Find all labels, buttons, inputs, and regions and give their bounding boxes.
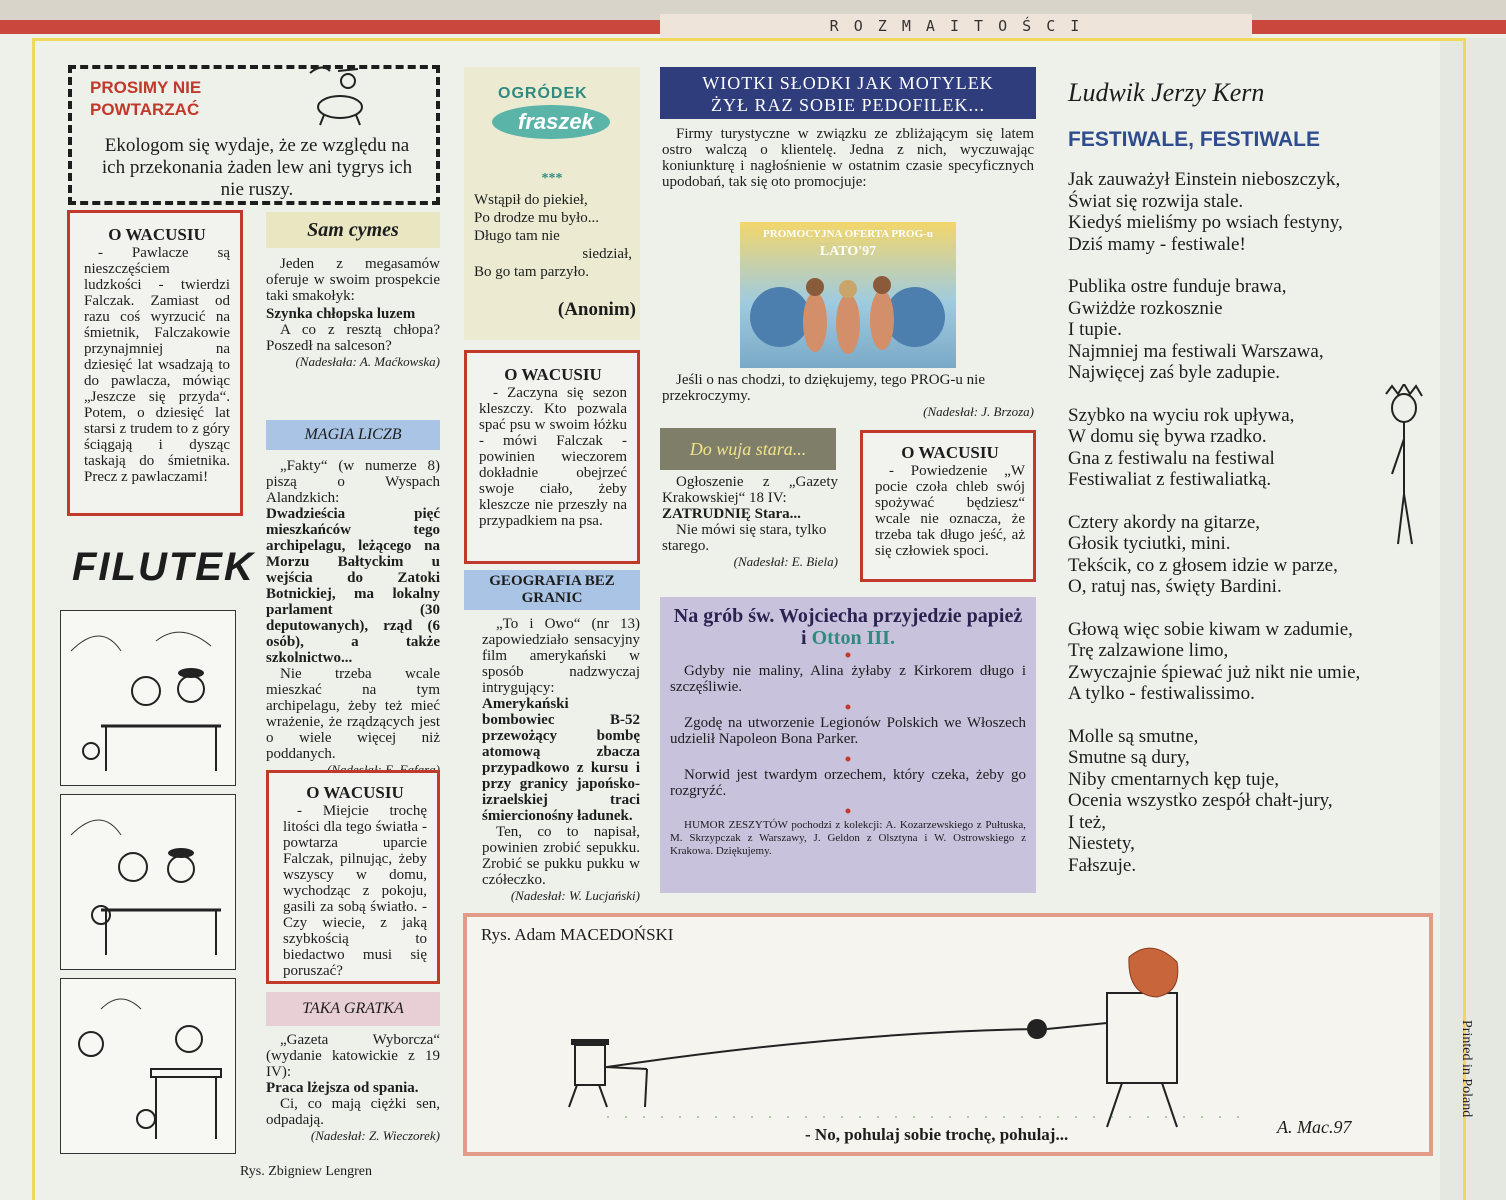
geografia-band: GEOGRAFIA BEZ GRANIC — [464, 570, 640, 610]
wacusiu-text-3: - Zaczyna się sezon kleszczy. Kto pozwala spać psu w swoim łóżku - mówi Falczak - powinien wieczorem dokładnie obejrzeć swoje ciało, żeby kleszcze nie przeszły na przypadkiem na psa. — [479, 385, 627, 529]
wacusiu-text-4: - Powiedzenie „W pocie czoła chleb swój spożywać będziesz“ wcale nie oznacza, że trzeba tak długo jeść, aż się człowiek spoci. — [875, 463, 1025, 559]
wacusiu-title-3: O WACUSIU — [504, 365, 602, 384]
kern-stanza-3: Szybko na wyciu rok upływa, W domu się bywa rzadko. Gna z festiwalu na festiwal Festiwaliat z festiwaliatką. — [1068, 404, 1295, 490]
sam-cymes-band: Sam cymes — [266, 212, 440, 248]
kern-stanza-2: Publika ostre funduje brawa, Gwiżdże rozkosznie I tupie. Najmniej ma festiwali Warszawa, Najwięcej zaś byle zadupie. — [1068, 276, 1324, 383]
wacusiu-text-2: - Miejcie trochę litości dla tego światła - powtarza uparcie Falczak, pilnując, żeby wszyscy w domu, wychodząc z pokoju, gasili za sobą światło. - Czy wiecie, z jaką szybkością to biedactwo musi się poruszać? — [283, 803, 427, 979]
magia-band: MAGIA LICZB — [266, 420, 440, 450]
macedonski-signature: A. Mac.97 — [1277, 1117, 1352, 1137]
cartoon-panel-1 — [60, 610, 236, 786]
grob-title-otton: Otton III. — [811, 627, 895, 649]
motylek-title-line1: WIOTKI SŁODKI JAK MOTYLEK — [702, 73, 994, 93]
wuja-text: Ogłoszenie z „Gazety Krakowskiej“ 18 IV: — [662, 474, 838, 506]
motylek-text2: Jeśli o nas chodzi, to dziękujemy, tego PROG-u nie przekroczymy. — [662, 372, 985, 404]
wuja-credit: (Nadesłał: E. Biela) — [733, 554, 838, 569]
gratka-band: TAKA GRATKA — [266, 992, 440, 1026]
ogrodek-line-1: Wstąpił do piekieł, — [474, 192, 588, 208]
motylek-title-line2: ŻYŁ RAZ SOBIE PEDOFILEK... — [711, 95, 985, 115]
kern-stanza-6: Molle są smutne, Smutne są dury, Niby cmentarnych kęp tuje, Ocenia wszystko zespół chałt-jury, I też, Niestety, Fałszuje. — [1068, 725, 1333, 876]
prog-ad-line1: PROMOCYJNA OFERTA PROG-u — [763, 228, 933, 240]
wuja-band: Do wuja stara... — [660, 428, 836, 470]
ogrodek-line-3: Długo tam nie — [474, 228, 560, 244]
macedonski-credit: Rys. Adam MACEDOŃSKI — [481, 925, 674, 944]
prosimy-box — [68, 65, 440, 205]
ogrodek-logo-top: OGRÓDEK — [498, 85, 588, 102]
grob-bullet-2: • — [843, 700, 853, 716]
ogrodek-poem — [474, 191, 632, 281]
wacusiu-text-1: - Pawlacze są nieszczęściem ludzkości - twierdzi Falczak. Zamiast od razu coś wyrzucić na śmietnik, Falczakowie przynajmniej na dziesięć lat wsadzają to do pawlacza, mówiąc „Jeszcze się przyda“. Potem, o dziesięć lat starsi z trudem to z góry ściągają i dysząc taskają do śmietnika. Precz z pawlaczami! — [84, 245, 230, 485]
prog-ad-photo — [740, 222, 956, 368]
wacusiu-box-4 — [860, 430, 1036, 582]
magia-text2: Nie trzeba wcale mieszkać na tym archipelagu, żeby też mieć wrażenie, że rządzących jest o wiele więcej niż poddanych. — [266, 666, 440, 762]
grob-title — [670, 605, 1026, 649]
gratka-credit: (Nadesłał: Z. Wieczorek) — [310, 1128, 440, 1143]
geografia-credit: (Nadesłał: W. Lucjański) — [510, 888, 640, 903]
kern-author: Ludwik Jerzy Kern — [1068, 78, 1265, 107]
bench-cartoon-3-icon — [61, 979, 235, 1153]
prosimy-title-line1: PROSIMY NIE — [90, 78, 202, 97]
sam-cymes-text: Jeden z megasamów oferuje w swoim prospekcie taki smakołyk: — [266, 256, 440, 304]
ogrodek-line-5: Bo go tam parzyło. — [474, 264, 589, 280]
geografia-block — [482, 616, 640, 904]
filutek-logo: FILUTEK — [72, 545, 255, 589]
gratka-text: „Gazeta Wyborcza“ (wydanie katowickie z 19 IV): — [266, 1032, 440, 1080]
ogrodek-line-4: siedział, — [582, 246, 632, 262]
geografia-bold: Amerykański bombowiec B-52 przewożący bombę atomową zbacza przypadkowo z kursu i przy granicy japońsko-izraelskiej traci śmiercionośny ładunek. — [482, 696, 640, 824]
magia-bold: Dwadzieścia pięć mieszkańców tego archipelagu, leżącego na Morzu Bałtyckim u wejścia do Zatoki Botnickiej, ma lokalny parlament (30 deputowanych), rząd (6 osób), a także szkolnictwo... — [266, 506, 440, 666]
ogrodek-box — [464, 67, 640, 340]
geografia-text2: Ten, co to napisał, powinien zrobić sepukku. Zrobić se pukku pukku w czółeczko. — [482, 824, 640, 888]
macedonski-caption: - No, pohulaj sobie trochę, pohulaj... — [805, 1125, 1069, 1144]
lengren-credit: Rys. Zbigniew Lengren — [240, 1164, 373, 1179]
ogrodek-stars: *** — [541, 171, 563, 186]
sam-cymes-bold: Szynka chłopska luzem — [266, 306, 416, 322]
running-head: R O Z M A I T O Ś C I — [660, 14, 1252, 40]
grob-box — [660, 597, 1036, 893]
children-globes-icon — [740, 262, 956, 368]
magia-text: „Fakty“ (w numerze 8) piszą o Wyspach Alandzkich: — [266, 458, 440, 506]
kern-title: FESTIWALE, FESTIWALE — [1068, 128, 1320, 151]
prosimy-title-line2: POWTARZAĆ — [90, 100, 200, 119]
prog-ad-line2: LATO'97 — [819, 244, 877, 259]
gratka-bold: Praca lżejsza od spania. — [266, 1080, 419, 1096]
grob-footer: HUMOR ZESZYTÓW pochodzi z kolekcji: A. Kozarzewskiego z Pułtuska, M. Skrzypczak z Warszawy, J. Geldon z Olsztyna i W. Ostrowskiego z Krakowa. Dziękujemy. — [670, 819, 1026, 857]
wacusiu-box-2 — [266, 770, 440, 984]
cowboy-on-horse-icon — [300, 59, 380, 129]
wacusiu-box-1 — [67, 210, 243, 516]
wuja-block — [662, 474, 838, 570]
printed-in-poland: Printed in Poland — [1459, 1020, 1474, 1118]
grob-item-1: Gdyby nie maliny, Alina żyłaby z Kirkorem długo i szczęśliwie. — [670, 663, 1026, 695]
gratka-text2: Ci, co mają ciężki sen, odpadają. — [266, 1096, 440, 1128]
cartoon-panel-2 — [60, 794, 236, 970]
printed-in-poland-wrap — [1456, 1020, 1476, 1150]
wuja-bold: ZATRUDNIĘ Stara... — [662, 506, 801, 522]
sam-cymes-credit: (Nadesłała: A. Maćkowska) — [295, 354, 440, 369]
wacusiu-title-4: O WACUSIU — [901, 443, 999, 462]
grob-bullet-4: • — [843, 804, 853, 820]
grob-title-main: Na grób św. Wojciecha przyjedzie papież i — [673, 605, 1023, 649]
motylek-band — [660, 67, 1036, 119]
motylek-credit: (Nadesłał: J. Brzoza) — [923, 404, 1034, 419]
wacusiu-box-3 — [464, 350, 640, 564]
bench-cartoon-1-icon — [61, 611, 235, 785]
wuja-text2: Nie mówi się stara, tylko starego. — [662, 522, 827, 554]
cartoon-panel-3 — [60, 978, 236, 1154]
ogrodek-logo-bottom: fraszek — [518, 109, 594, 134]
prosimy-title — [90, 77, 201, 121]
kern-stanza-1: Jak zauważył Einstein nieboszczyk, Świat się rozwija stale. Kiedyś mieliśmy po wsiach festyny, Dziś mamy - festiwale! — [1068, 169, 1343, 255]
sam-cymes-block — [266, 256, 440, 370]
grob-item-2: Zgodę na utworzenie Legionów Polskich we Włoszech udzielił Napoleon Bona Parker. — [670, 715, 1026, 747]
prosimy-text: Ekologom się wydaje, że ze względu na ich przekonania żaden lew ani tygrys ich nie ruszy. — [101, 135, 413, 200]
magia-block — [266, 458, 440, 778]
macedonski-cartoon-box — [463, 913, 1433, 1156]
bench-cartoon-2-icon — [61, 795, 235, 969]
wacusiu-title-1: O WACUSIU — [108, 225, 206, 244]
dog-on-leash-cartoon-icon — [547, 937, 1267, 1137]
kern-stanza-5: Głową więc sobie kiwam w zadumie, Trę zalzawione limo, Zwyczajnie śpiewać już nikt nie umie, A tylko - festiwalissimo. — [1068, 618, 1361, 704]
kern-stanza-4: Cztery akordy na gitarze, Głosik tyciutki, mini. Tekścik, co z głosem idzie w parze, O, ratuj nas, święty Bardini. — [1068, 511, 1338, 597]
geografia-text: „To i Owo“ (nr 13) zapowiedziało sensacyjny film amerykański w sposób nadzwyczaj intrygujący: — [482, 616, 640, 696]
grob-bullet-3: • — [843, 752, 853, 768]
gratka-block — [266, 1032, 440, 1144]
ogrodek-line-2: Po drodze mu było... — [474, 210, 599, 226]
grob-item-3: Norwid jest twardym orzechem, który czeka, żeby go rozgryźć. — [670, 767, 1026, 799]
motylek-text: Firmy turystyczne w związku ze zbliżającym się latem ostro walczą o klientelę. Jedna z nich, wyczuwając koniunkturę i nagłośnienie w ostatnim czasie specyficznych upodobań, tak się oto promocjuje: — [662, 126, 1034, 190]
grob-bullet-1: • — [843, 648, 853, 664]
sam-cymes-text2: A co z resztą chłopa? Poszedł na salceson? — [266, 322, 440, 354]
stick-figure-icon — [1378, 384, 1428, 549]
wacusiu-title-2: O WACUSIU — [306, 783, 404, 802]
ogrodek-author: (Anonim) — [557, 299, 636, 320]
ogrodek-logo — [482, 85, 622, 143]
